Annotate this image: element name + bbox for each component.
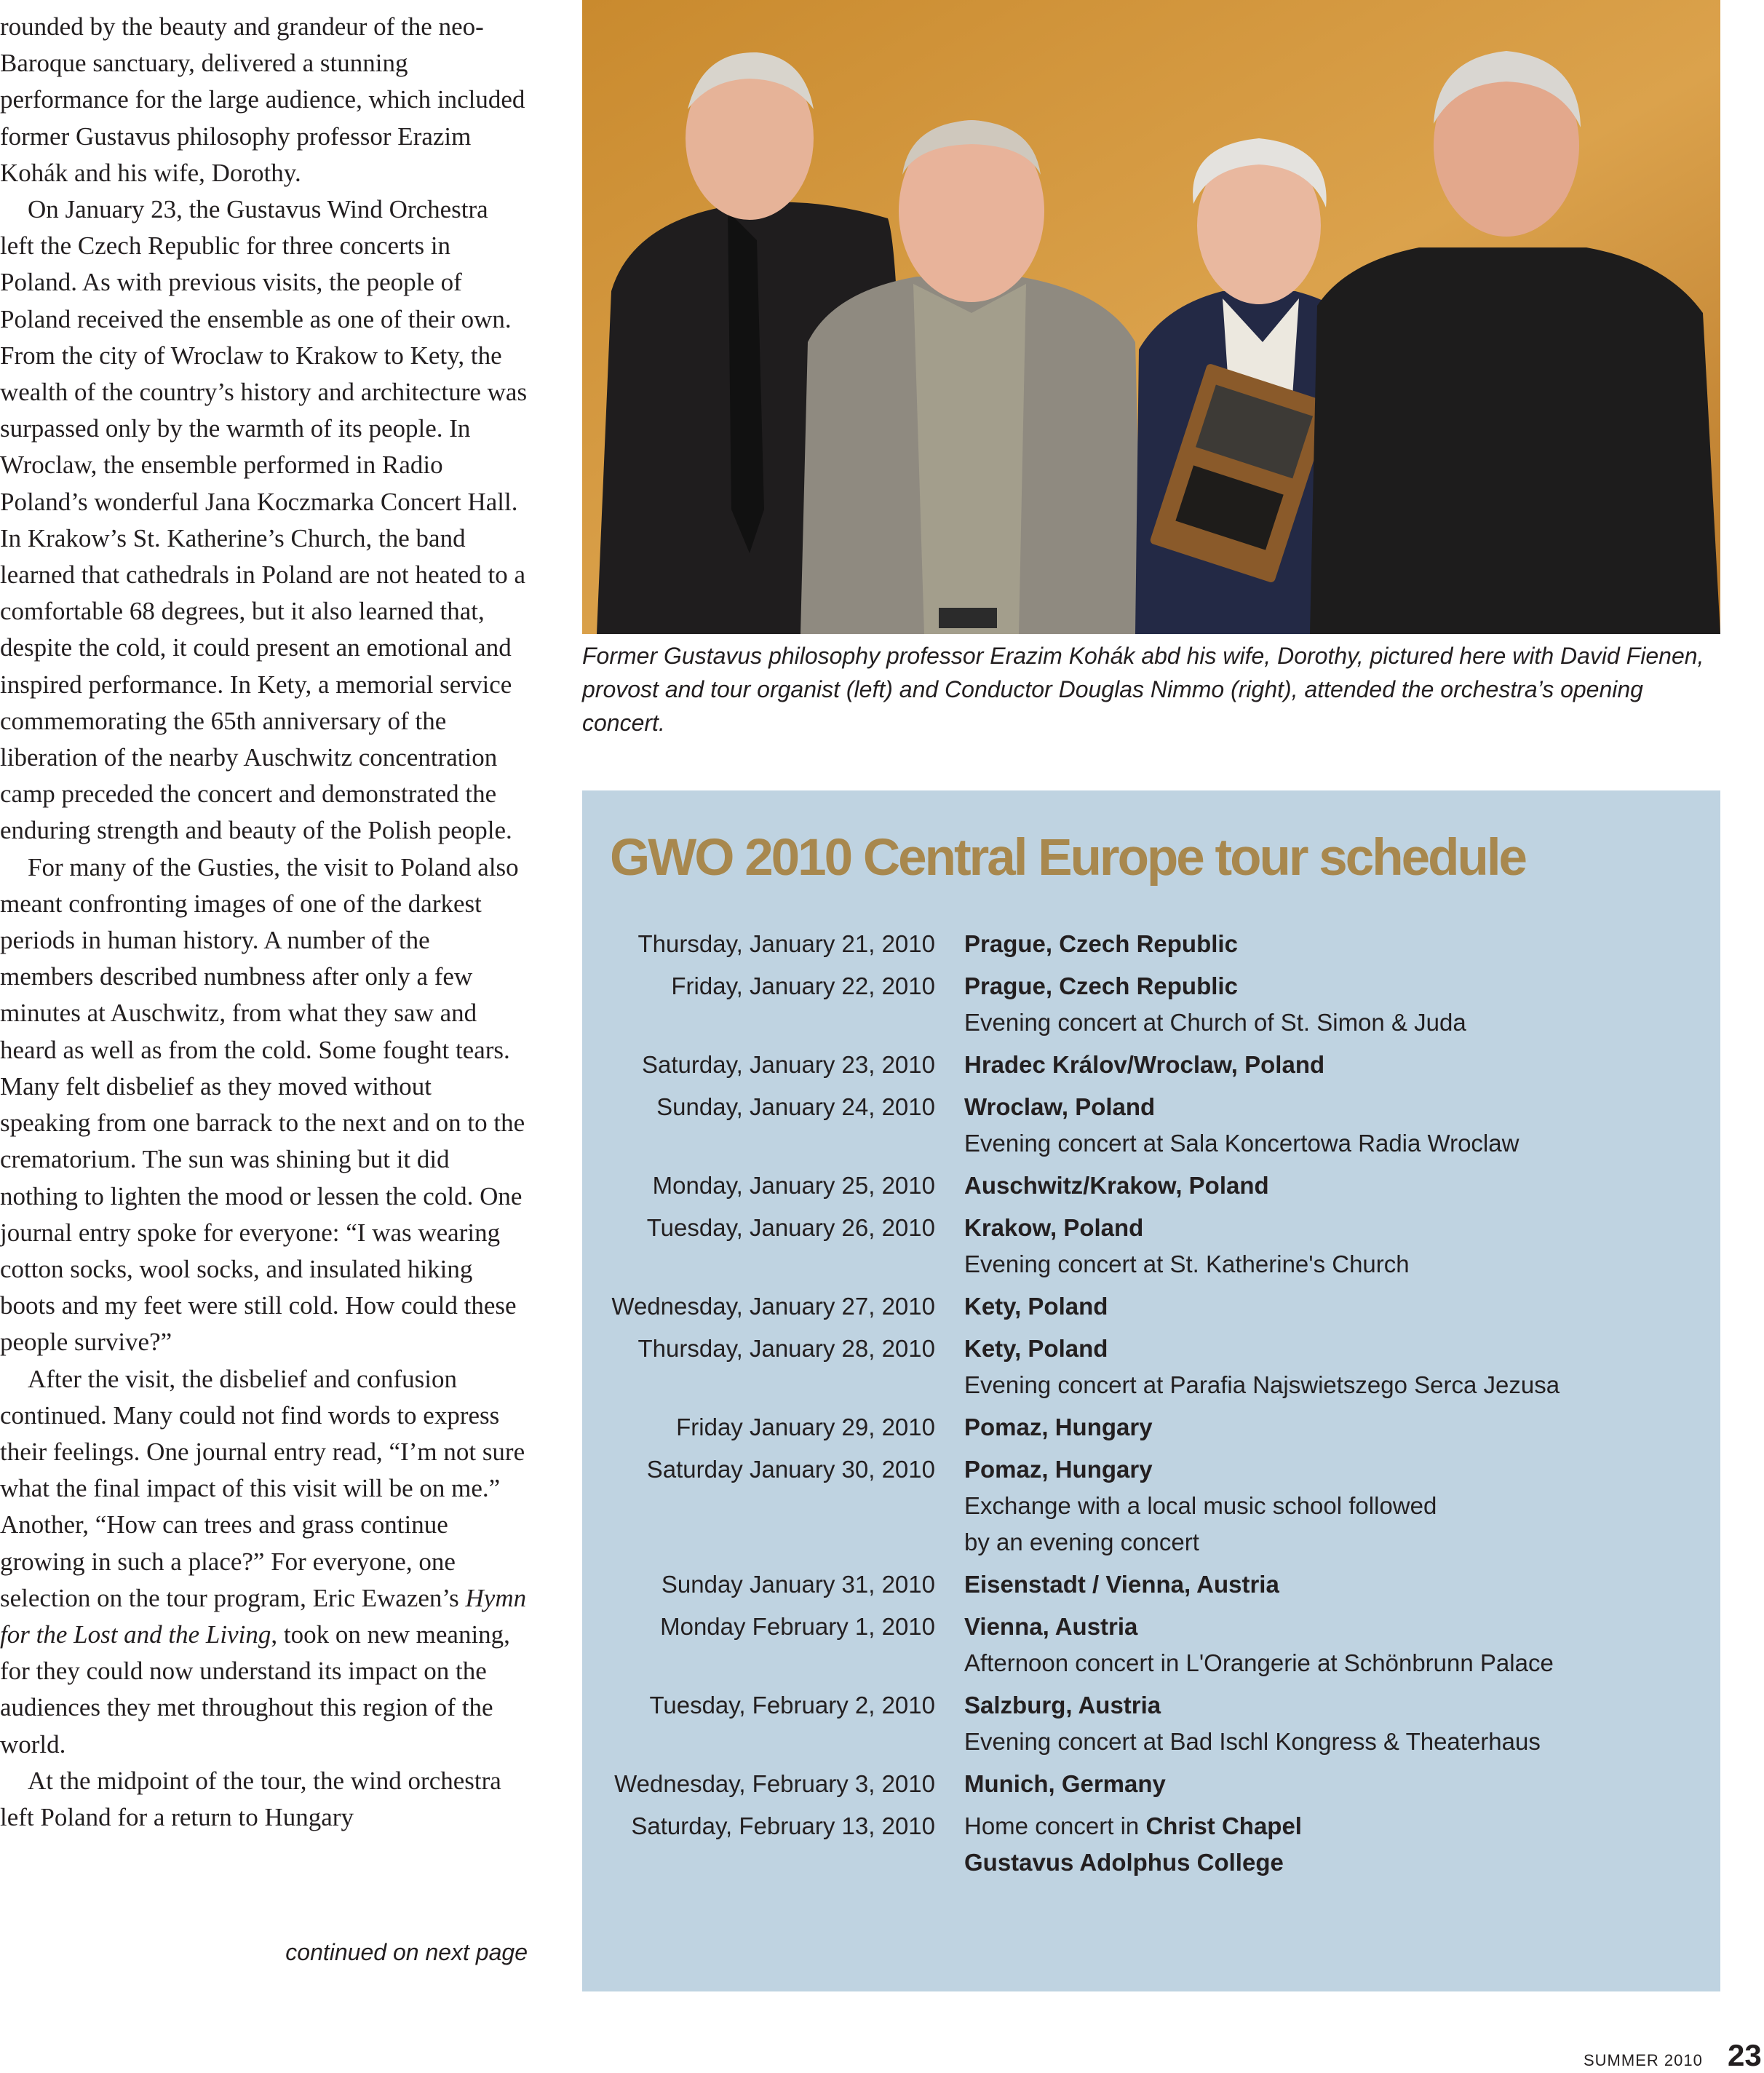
schedule-row bbox=[582, 1047, 1720, 1083]
schedule-row bbox=[582, 1168, 1720, 1204]
article-text: , took on new meaning, for they could now understand its impact on the audiences they met throughout this region of the world. bbox=[0, 1620, 510, 1759]
schedule-row bbox=[582, 1566, 1720, 1603]
schedule-list bbox=[582, 926, 1720, 1887]
schedule-date: Sunday January 31, 2010 bbox=[661, 1571, 935, 1598]
schedule-place: Prague, Czech Republic bbox=[964, 930, 1238, 957]
work-title: Hymn for the Lost and the Living bbox=[0, 1583, 527, 1649]
schedule-title: GWO 2010 Central Europe tour schedule bbox=[610, 829, 1526, 887]
schedule-date: Saturday, January 23, 2010 bbox=[642, 1051, 935, 1078]
article-paragraph bbox=[0, 1361, 528, 1763]
schedule-row bbox=[582, 1766, 1720, 1802]
schedule-place: Wroclaw, Poland bbox=[964, 1093, 1156, 1120]
schedule-date: Friday, January 22, 2010 bbox=[671, 972, 935, 999]
continued-note: continued on next page bbox=[285, 1939, 528, 1965]
schedule-venue: Christ Chapel bbox=[1145, 1812, 1302, 1839]
schedule-place: Pomaz, Hungary bbox=[964, 1414, 1153, 1440]
article-paragraph: On January 23, the Gustavus Wind Orchestra left the Czech Republic for three concerts in Poland. As with previous visits, the people of Poland received the ensemble as one of their own. From the city of Wroclaw to Krakow to Kety, the wealth of the country’s history and architecture was surpassed only by the warmth of its people. In Wroclaw, the ensemble performed in Radio Poland’s wonderful Jana Koczmarka Concert Hall. In Krakow’s St. Katherine’s Church, the band learned that cathedrals in Poland are not heated to a comfortable 68 degrees, but it also learned that, despite the cold, it could present an emotional and inspired performance. In Kety, a memorial service commemorating the 65th anniversary of the liberation of the nearby Auschwitz concentration camp preceded the concert and demonstrated the enduring strength and beauty of the Polish people. bbox=[0, 195, 528, 845]
schedule-date: Monday February 1, 2010 bbox=[660, 1613, 935, 1640]
schedule-row bbox=[582, 1089, 1720, 1162]
schedule-row bbox=[582, 1687, 1720, 1760]
schedule-place: Munich, Germany bbox=[964, 1770, 1166, 1797]
schedule-row bbox=[582, 1609, 1720, 1681]
schedule-place: Eisenstadt / Vienna, Austria bbox=[964, 1571, 1279, 1598]
article-paragraph: rounded by the beauty and grandeur of the neo-Baroque sanctuary, delivered a stunning performance for the large audience, which included former Gustavus philosophy professor Erazim Kohák and his wife, Dorothy. bbox=[0, 12, 525, 187]
schedule-date: Saturday January 30, 2010 bbox=[646, 1456, 935, 1483]
schedule-detail-text: Home concert in bbox=[964, 1812, 1146, 1839]
schedule-place: Kety, Poland bbox=[964, 1335, 1108, 1362]
schedule-date: Saturday, February 13, 2010 bbox=[631, 1812, 935, 1839]
schedule-place: Prague, Czech Republic bbox=[964, 972, 1238, 999]
photo-caption: Former Gustavus philosophy professor Erazim Kohák abd his wife, Dorothy, pictured here with David Fienen, provost and tour organist (left) and Conductor Douglas Nimmo (right), attended the orchestra’s opening concert. bbox=[582, 643, 1704, 736]
schedule-date: Wednesday, February 3, 2010 bbox=[614, 1770, 935, 1797]
schedule-date: Friday January 29, 2010 bbox=[676, 1414, 935, 1440]
page-number: 23 bbox=[1728, 2038, 1762, 2072]
schedule-place: Auschwitz/Krakow, Poland bbox=[964, 1172, 1269, 1199]
schedule-detail: Evening concert at Bad Ischl Kongress & Theaterhaus bbox=[964, 1728, 1541, 1755]
article-column bbox=[0, 9, 528, 1836]
schedule-place: Vienna, Austria bbox=[964, 1613, 1138, 1640]
schedule-place: Salzburg, Austria bbox=[964, 1692, 1161, 1719]
schedule-date: Tuesday, February 2, 2010 bbox=[649, 1692, 935, 1719]
schedule-date: Tuesday, January 26, 2010 bbox=[646, 1214, 935, 1241]
schedule-row bbox=[582, 1409, 1720, 1446]
schedule-venue: Gustavus Adolphus College bbox=[964, 1849, 1284, 1876]
schedule-row bbox=[582, 1210, 1720, 1283]
tour-schedule-box bbox=[582, 790, 1720, 1991]
schedule-row bbox=[582, 1808, 1720, 1881]
schedule-date: Monday, January 25, 2010 bbox=[652, 1172, 935, 1199]
schedule-place: Hradec Králov/Wroclaw, Poland bbox=[964, 1051, 1325, 1078]
article-paragraph: For many of the Gusties, the visit to Poland also meant confronting images of one of the darkest periods in human history. A number of the members described numbness after only a few minutes at Auschwitz, from what they saw and heard as well as from the cold. Some fought tears. Many felt disbelief as they moved without speaking from one barrack to the next and on to the crematorium. The sun was shining but it did nothing to lighten the mood or lessen the cold. One journal entry spoke for everyone: “I was wearing cotton socks, wool socks, and insulated hiking boots and my feet were still cold. How could these people survive?” bbox=[0, 852, 525, 1357]
schedule-detail: Exchange with a local music school followed bbox=[964, 1492, 1437, 1519]
schedule-date: Sunday, January 24, 2010 bbox=[656, 1093, 935, 1120]
schedule-detail: Evening concert at Church of St. Simon & Juda bbox=[964, 1009, 1466, 1036]
article-text: After the visit, the disbelief and confusion continued. Many could not find words to express their feelings. One journal entry read, “I’m not sure what the final impact of this visit will be on me.” Another, “How can trees and grass continue growing in such a place?” For everyone, one selection on the tour program, Eric Ewazen’s bbox=[0, 1364, 525, 1612]
schedule-date: Wednesday, January 27, 2010 bbox=[611, 1293, 935, 1320]
schedule-place: Kety, Poland bbox=[964, 1293, 1108, 1320]
schedule-row bbox=[582, 1451, 1720, 1561]
schedule-detail: by an evening concert bbox=[964, 1529, 1199, 1555]
schedule-detail: Afternoon concert in L'Orangerie at Schönbrunn Palace bbox=[964, 1649, 1554, 1676]
schedule-place: Pomaz, Hungary bbox=[964, 1456, 1153, 1483]
schedule-detail bbox=[964, 1808, 1720, 1844]
schedule-detail: Evening concert at Sala Koncertowa Radia Wroclaw bbox=[964, 1130, 1519, 1157]
schedule-row bbox=[582, 1331, 1720, 1403]
schedule-row bbox=[582, 968, 1720, 1041]
schedule-date: Thursday, January 21, 2010 bbox=[637, 930, 935, 957]
article-paragraph: At the midpoint of the tour, the wind orchestra left Poland for a return to Hungary bbox=[0, 1766, 501, 1831]
schedule-detail: Evening concert at St. Katherine's Church bbox=[964, 1250, 1410, 1277]
schedule-row bbox=[582, 926, 1720, 962]
issue-label: SUMMER 2010 bbox=[1584, 2051, 1703, 2069]
group-photo bbox=[582, 0, 1720, 634]
schedule-row bbox=[582, 1288, 1720, 1325]
schedule-detail: Evening concert at Parafia Najswietszego Serca Jezusa bbox=[964, 1371, 1560, 1398]
schedule-place: Krakow, Poland bbox=[964, 1214, 1144, 1241]
schedule-date: Thursday, January 28, 2010 bbox=[637, 1335, 935, 1362]
